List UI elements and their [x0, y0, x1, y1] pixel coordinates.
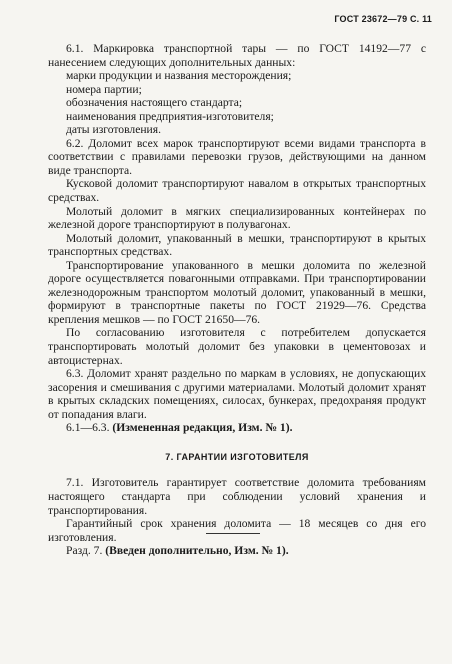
marking-data-list [48, 69, 426, 137]
paragraph-6-1: 6.1. Маркировка транспортной тары — по ГОСТ 14192—77 с нанесением следующих дополнительных данных: [48, 42, 426, 69]
paragraph-rail-transport: Транспортирование упакованного в мешки доломита по железной дороге осуществляется повагонными отправками. При транспортировании железнодорожным транспортом молотый доломит, упакованный в мешки, формируют в транспортные пакеты по ГОСТ 21929—76. Средства крепления мешков — по ГОСТ 21650—76. [48, 258, 426, 326]
end-divider [206, 533, 260, 534]
amendment-ref: Разд. 7. [66, 544, 103, 558]
list-item: номера партии; [66, 82, 142, 96]
paragraph-shelf-life: Гарантийный срок хранения доломита — 18 месяцев со дня его изготовления. [48, 517, 426, 544]
list-item: даты изготовления. [66, 123, 161, 137]
amendment-ref: 6.1—6.3. [66, 421, 110, 435]
amendment-text: (Измененная редакция, Изм. № 1). [112, 421, 293, 435]
document-body [48, 42, 426, 558]
paragraph-agreement: По согласованию изготовителя с потребителем допускается транспортировать молотый доломит без упаковки в цементовозах и автоцистернах. [48, 326, 426, 367]
amendment-note-7 [48, 544, 426, 558]
paragraph-6-2: 6.2. Доломит всех марок транспортируют всеми видами транспорта в соответствии с правилами перевозки грузов, действующими на данном виде транспорта. [48, 136, 426, 177]
paragraph-6-3: 6.3. Доломит хранят раздельно по маркам в условиях, не допускающих засорения и смешивания с другими материалами. Молотый доломит хранят в крытых складских помещениях, силосах, бункерах, предохраняя продукт от попадания влаги. [48, 367, 426, 421]
section-title-7: 7. ГАРАНТИИ ИЗГОТОВИТЕЛЯ [165, 451, 309, 462]
amendment-text: (Введен дополнительно, Изм. № 1). [105, 544, 289, 558]
paragraph-7-1: 7.1. Изготовитель гарантирует соответствие доломита требованиям настоящего стандарта при соблюдении условий хранения и транспортирования. [48, 476, 426, 517]
paragraph-ground-containers: Молотый доломит в мягких специализированных контейнерах по железной дороге транспортируют в полувагонах. [48, 204, 426, 232]
paragraph-packed-dolomite: Молотый доломит, упакованный в мешки, транспортируют в крытых транспортных средствах. [48, 231, 426, 259]
list-item: наименования предприятия-изготовителя; [66, 109, 274, 123]
paragraph-lump-dolomite: Кусковой доломит транспортируют навалом в открытых транспортных средствах. [48, 177, 426, 205]
list-item: обозначения настоящего стандарта; [66, 96, 243, 110]
page-header: ГОСТ 23672—79 С. 11 [334, 14, 432, 24]
list-item: марки продукции и названия месторождения; [66, 69, 292, 83]
amendment-note-6 [48, 421, 426, 435]
